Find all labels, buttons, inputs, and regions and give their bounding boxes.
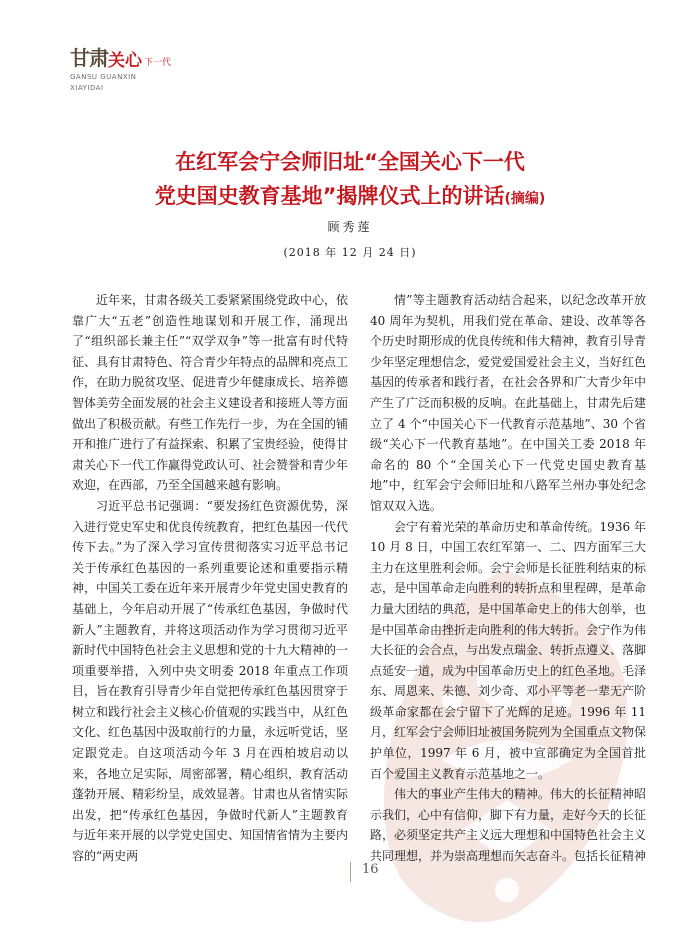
title-line-1: 在红军会宁会师旧址“全国关心下一代 [175, 150, 525, 174]
logo-english-line2: XIAYIDAI [70, 84, 104, 92]
paragraph: 习近平总书记强调：“要发扬红色资源优势，深入进行党史军史和优良传统教育，把红色基因一代代传下去。”为了深入学习宣传贯彻落实习近平总书记关于传承红色基因的一系列重要论述和重要指示精神，中国关工委在近年来开展青少年党史国史教育的基础上，今年启动开展了“传承红色基因，争做时代新人”主题教育，并将这项活动作为学习贯彻习近平新时代中国特色社会主义思想和党的十九大精神的一项重要举措，入列中央文明委 2018 年重点工作项目，旨在教育引导青少年自觉把传承红色基因贯穿于树立和践行社会主义核心价值观的实践当中，从红色文化、红色基因中汲取前行的力量，永远听党话，坚定跟党走。自这项活动今年 3 月在西柏坡启动以来，各地立足实际，周密部署，精心组织，教育活动蓬勃开展、精彩纷呈，成效显著。甘肃也从省情实际出发，把“传承红色基因，争做时代新人”主题教育与近年来开展的以学党史国史、知国情省情为主要内容的“两史两 [72, 498, 349, 864]
footer-divider [350, 862, 351, 882]
title-line-2-text: 党史国史教育基地”揭牌仪式上的讲话 [154, 184, 505, 208]
page-number: 16 [362, 862, 379, 877]
logo-english-line1: GANSU GUANXIN [70, 73, 137, 81]
paragraph: 会宁有着光荣的革命历史和革命传统。1936 年 10 月 8 日，中国工农红军第一、二、四方面军三大主力在这里胜利会师。会宁会师是长征胜利结束的标志，是中国革命走向胜利的转折点和里程碑，是革命力量大团结的典范，是中国革命史上的伟大创举，也是中国革命由挫折走向胜利的伟大转折。会宁作为伟大长征的会合点，与出发点瑞金、转折点遵义、落脚点延安一道，成为中国革命历史上的红色圣地。毛泽东、周恩来、朱德、刘少奇、邓小平等老一辈无产阶级革命家都在会宁留下了光辉的足迹。1996 年 11 月，红军会宁会师旧址被国务院列为全国重点文物保护单位，1997 年 6 月，被中宣部确定为全国首批百个爱国主义教育示范基地之一。 [370, 519, 647, 781]
title-abridged-note: (摘编) [504, 191, 546, 207]
logo-wordmark [70, 42, 190, 71]
article-author: 顾秀莲 [327, 220, 373, 234]
logo-guanxin-text: 关心 [108, 51, 142, 71]
left-column [72, 290, 348, 867]
paragraph: 伟大的事业产生伟大的精神。伟大的长征精神昭示我们，心中有信仰，脚下有力量，走好今天的长征路，必须坚定共产主义远大理想和中国特色社会主义共同理想，并为崇高理想而矢志奋斗。包括长征精神 [370, 787, 647, 864]
logo-gansu-text: 甘肃 [70, 46, 108, 70]
paragraph: 情”等主题教育活动结合起来，以纪念改革开放 40 周年为契机，用我们党在革命、建设、改革等各个历史时期形成的优良传统和伟大精神，教育引导青少年坚定理想信念，爱党爱国爱社会主义，当好红色基因的传承者和践行者，在社会各界和广大青少年中产生了广泛而积极的反响。在此基础上，甘肃先后建立了 4 个“中国关心下一代教育示范基地”、30 个省级“关心下一代教育基地”。在中国关工委 2018 年命名的 80 个“全国关心下一代党史国史教育基地”中，红军会宁会师旧址和八路军兰州办事处纪念馆双双入选。 [370, 293, 647, 513]
logo-xiayidai-text: 下一代 [144, 58, 172, 68]
article-date: (2018 年 12 月 24 日) [283, 246, 417, 259]
title-line-2 [0, 179, 700, 216]
paragraph: 近年来，甘肃各级关工委紧紧围绕党政中心，依靠广大“五老”创造性地谋划和开展工作，涌现出了“组织部长兼主任”“双学双争”等一批富有时代特征、具有甘肃特色、符合青少年特点的品牌和亮点工作，在助力脱贫攻坚、促进青少年健康成长、培养德智体美劳全面发展的社会主义建设者和接班人等方面做出了积极贡献。有些工作先行一步，为在全国的铺开和推广进行了有益探索、积累了宝贵经验，使得甘肃关心下一代工作赢得党政认可、社会赞誉和青少年欢迎，在西部，乃至全国越来越有影响。 [72, 293, 349, 493]
right-column [370, 290, 646, 867]
magazine-logo [70, 42, 190, 93]
article-title [0, 145, 700, 216]
